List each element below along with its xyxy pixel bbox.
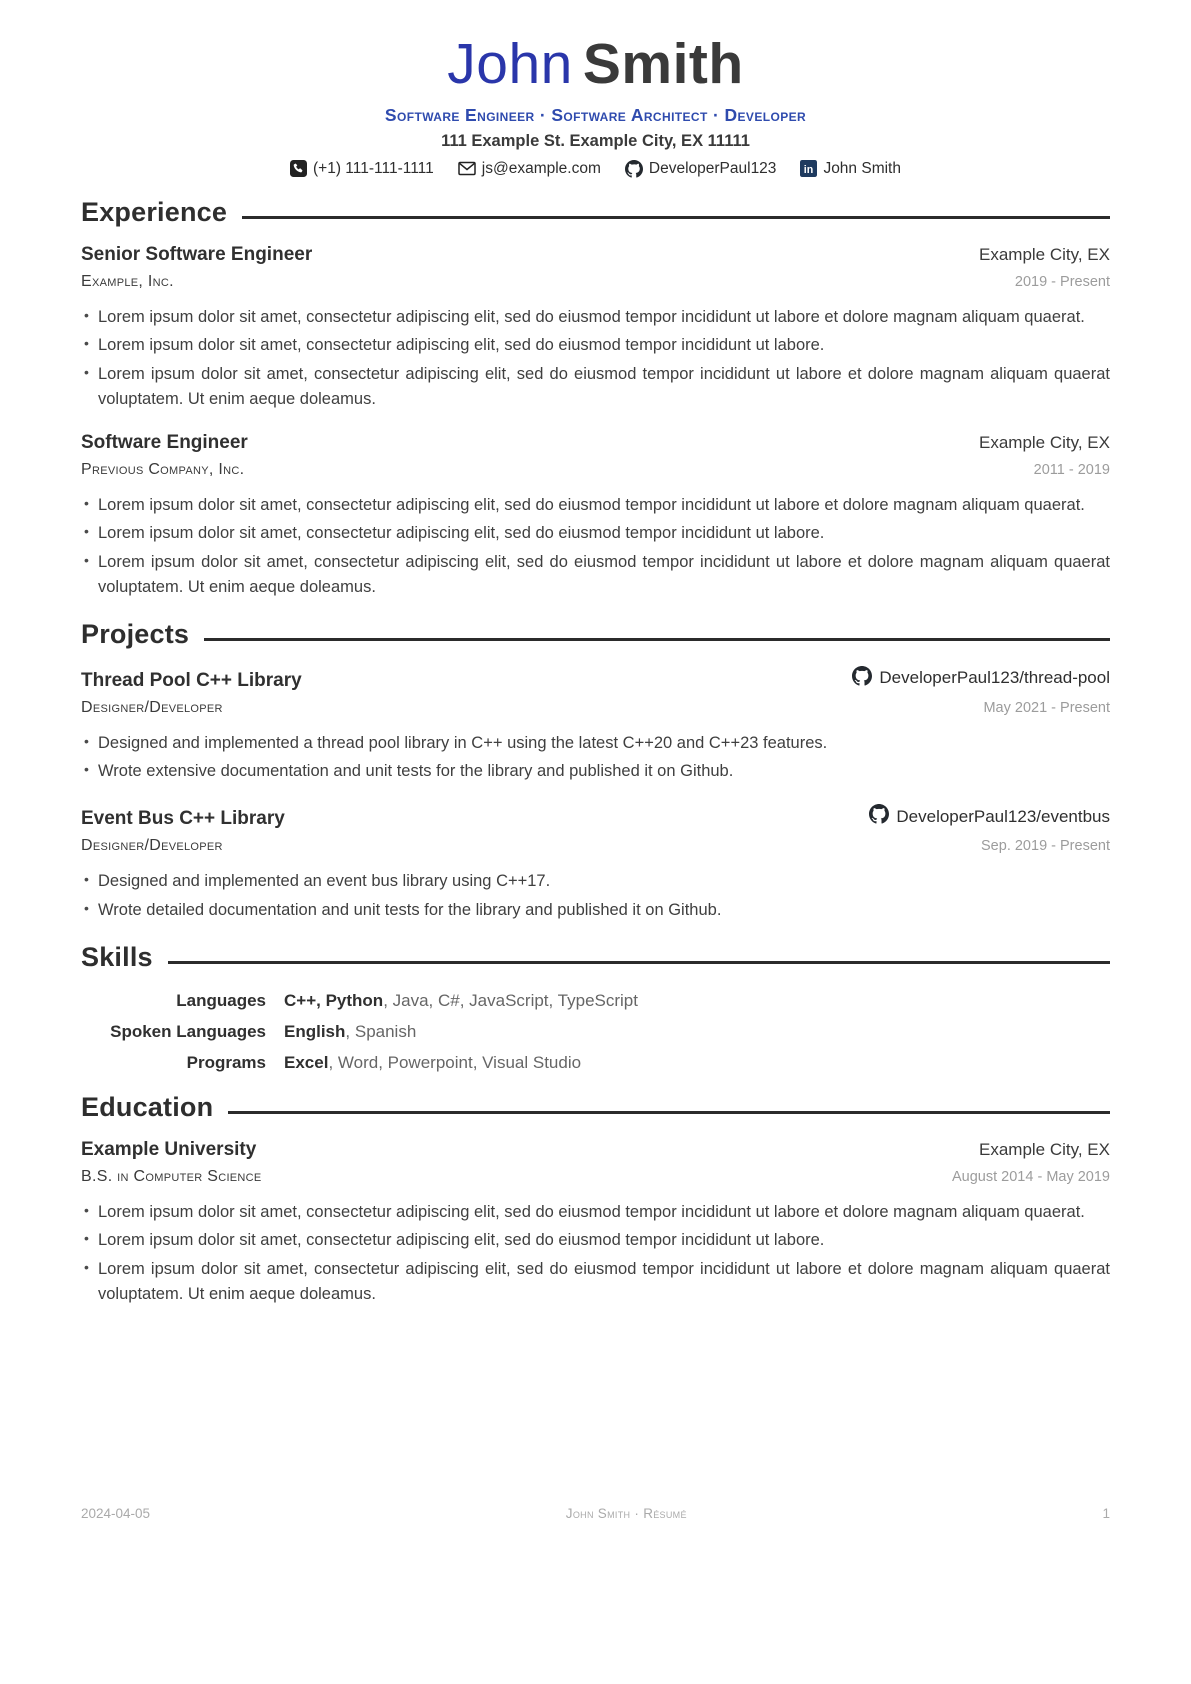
experience-heading: Experience [81,196,228,227]
skill-label: Programs [186,1052,266,1072]
skill-label: Spoken Languages [110,1021,266,1041]
section-rule [168,961,1110,964]
job-title: Software Engineer [81,431,248,453]
github-link[interactable] [625,160,777,178]
section-rule [228,1111,1110,1114]
job-title: Senior Software Engineer [81,243,313,265]
resume-header [81,34,1110,178]
skills-table [81,991,1110,1073]
project-repo-link[interactable] [869,804,1110,829]
company-name: Example, Inc. [81,272,174,290]
school-dates: August 2014 - May 2019 [952,1168,1110,1185]
bullet-item: • Wrote detailed documentation and unit tests for the library and published it on Github. [81,898,1110,923]
bullet-item: • Lorem ipsum dolor sit amet, consectetur adipiscing elit, sed do eiusmod tempor incididunt ut labore et dolore magnam aliquam quaerat. [81,493,1110,518]
skill-value [284,1022,416,1042]
entry-head [81,804,1110,830]
repo-name: DeveloperPaul123/thread-pool [879,668,1110,688]
phone-number: (+1) 111-111-1111 [313,159,434,177]
entry-head [81,1139,1110,1161]
github-icon [869,804,889,829]
education-heading: Education [81,1091,214,1122]
footer-date: 2024-04-05 [81,1506,151,1521]
job-location: Example City, EX [978,244,1110,264]
project-bullets [81,731,1110,785]
entry-head [81,244,1110,266]
entry-sub [81,1168,1110,1186]
skill-row [81,991,1110,1011]
project-entry [81,666,1110,785]
projects-heading: Projects [81,618,190,649]
linkedin-link[interactable] [800,160,901,178]
bullet-item: • Lorem ipsum dolor sit amet, consectetur adipiscing elit, sed do eiusmod tempor incididunt ut labore et dolore magnam aliquam quaerat. [81,305,1110,330]
project-role: Designer/Developer [81,837,223,855]
email-link[interactable] [458,160,601,178]
skills-heading: Skills [81,941,153,972]
skill-value-rest: , Java, C#, JavaScript, TypeScript [383,990,638,1010]
github-username: DeveloperPaul123 [648,159,777,177]
education-entry [81,1139,1110,1307]
company-name: Previous Company, Inc. [81,460,245,478]
bullet-item: • Lorem ipsum dolor sit amet, consectetur adipiscing elit, sed do eiusmod tempor incididunt ut labore. [81,521,1110,546]
footer-title: John Smith · Résumé [565,1506,687,1521]
skill-label: Languages [176,990,266,1010]
job-location: Example City, EX [978,432,1110,452]
project-dates: May 2021 - Present [983,699,1110,716]
address-line: 111 Example St. Example City, EX 11111 [441,131,750,150]
project-title: Event Bus C++ Library [81,808,285,830]
education-section-title [81,1092,1110,1123]
job-dates: 2011 - 2019 [1033,461,1110,478]
school-location: Example City, EX [978,1139,1110,1159]
linkedin-icon [800,160,817,177]
skill-row [81,1053,1110,1073]
bullet-item: • Lorem ipsum dolor sit amet, consectetur adipiscing elit, sed do eiusmod tempor incididunt ut labore. [81,1228,1110,1253]
project-bullets [81,869,1110,923]
skill-value-strong: C++, Python [284,990,384,1010]
page-footer [81,1506,1110,1521]
experience-entry [81,244,1110,412]
email-address: js@example.com [481,159,601,177]
skill-value-rest: , Spanish [345,1021,417,1041]
section-rule [204,638,1110,641]
bullet-item: • Lorem ipsum dolor sit amet, consectetur adipiscing elit, sed do eiusmod tempor incididunt ut labore. [81,333,1110,358]
section-experience [81,197,1110,600]
experience-section-title [81,197,1110,228]
skill-value-strong: Excel [284,1052,329,1072]
project-role: Designer/Developer [81,698,223,716]
skill-value [284,991,638,1011]
entry-head [81,432,1110,454]
phone-icon [290,160,307,177]
person-name [81,34,1110,96]
job-bullets [81,305,1110,412]
project-repo-link[interactable] [852,666,1110,691]
tagline: Software Engineer · Software Architect · Developer [384,104,807,125]
email-icon [458,161,476,176]
linkedin-name: John Smith [823,159,901,177]
first-name: John [447,32,573,96]
project-dates: Sep. 2019 - Present [981,838,1110,855]
project-title: Thread Pool C++ Library [81,669,302,691]
github-icon [852,666,872,691]
repo-name: DeveloperPaul123/eventbus [896,806,1110,826]
entry-sub [81,699,1110,717]
entry-sub [81,461,1110,479]
entry-sub [81,273,1110,291]
bullet-item: • Designed and implemented a thread pool library in C++ using the latest C++20 and C++23 features. [81,731,1110,756]
skills-section-title [81,942,1110,973]
contact-row [81,160,1110,178]
skill-value [284,1053,581,1073]
section-education [81,1092,1110,1307]
entry-head [81,666,1110,692]
skill-value-rest: , Word, Powerpoint, Visual Studio [328,1052,582,1072]
skill-value-strong: English [284,1021,346,1041]
bullet-item: • Lorem ipsum dolor sit amet, consectetur adipiscing elit, sed do eiusmod tempor incididunt ut labore et dolore magnam aliquam quaerat voluptatem. Ut enim aeque doleamus. [81,1257,1110,1307]
job-bullets [81,493,1110,600]
school-name: Example University [81,1138,257,1160]
bullet-item: • Wrote extensive documentation and unit tests for the library and published it on Github. [81,759,1110,784]
github-icon [625,160,643,178]
experience-entry [81,432,1110,600]
svg-text:in: in [804,163,814,176]
projects-section-title [81,619,1110,650]
entry-sub [81,837,1110,855]
footer-page-number: 1 [1102,1506,1110,1521]
job-dates: 2019 - Present [1014,273,1110,290]
section-projects [81,619,1110,923]
degree: B.S. in Computer Science [81,1167,262,1185]
project-entry [81,804,1110,923]
bullet-item: • Lorem ipsum dolor sit amet, consectetur adipiscing elit, sed do eiusmod tempor incididunt ut labore et dolore magnam aliquam quaerat. [81,1200,1110,1225]
bullet-item: • Lorem ipsum dolor sit amet, consectetur adipiscing elit, sed do eiusmod tempor incididunt ut labore et dolore magnam aliquam quaerat voluptatem. Ut enim aeque doleamus. [81,550,1110,600]
section-rule [242,216,1110,219]
education-bullets [81,1200,1110,1307]
bullet-item: • Lorem ipsum dolor sit amet, consectetur adipiscing elit, sed do eiusmod tempor incididunt ut labore et dolore magnam aliquam quaerat voluptatem. Ut enim aeque doleamus. [81,362,1110,412]
skill-row [81,1022,1110,1042]
bullet-item: • Designed and implemented an event bus library using C++17. [81,869,1110,894]
section-skills [81,942,1110,1073]
phone-link[interactable] [290,160,434,178]
last-name: Smith [582,32,744,96]
